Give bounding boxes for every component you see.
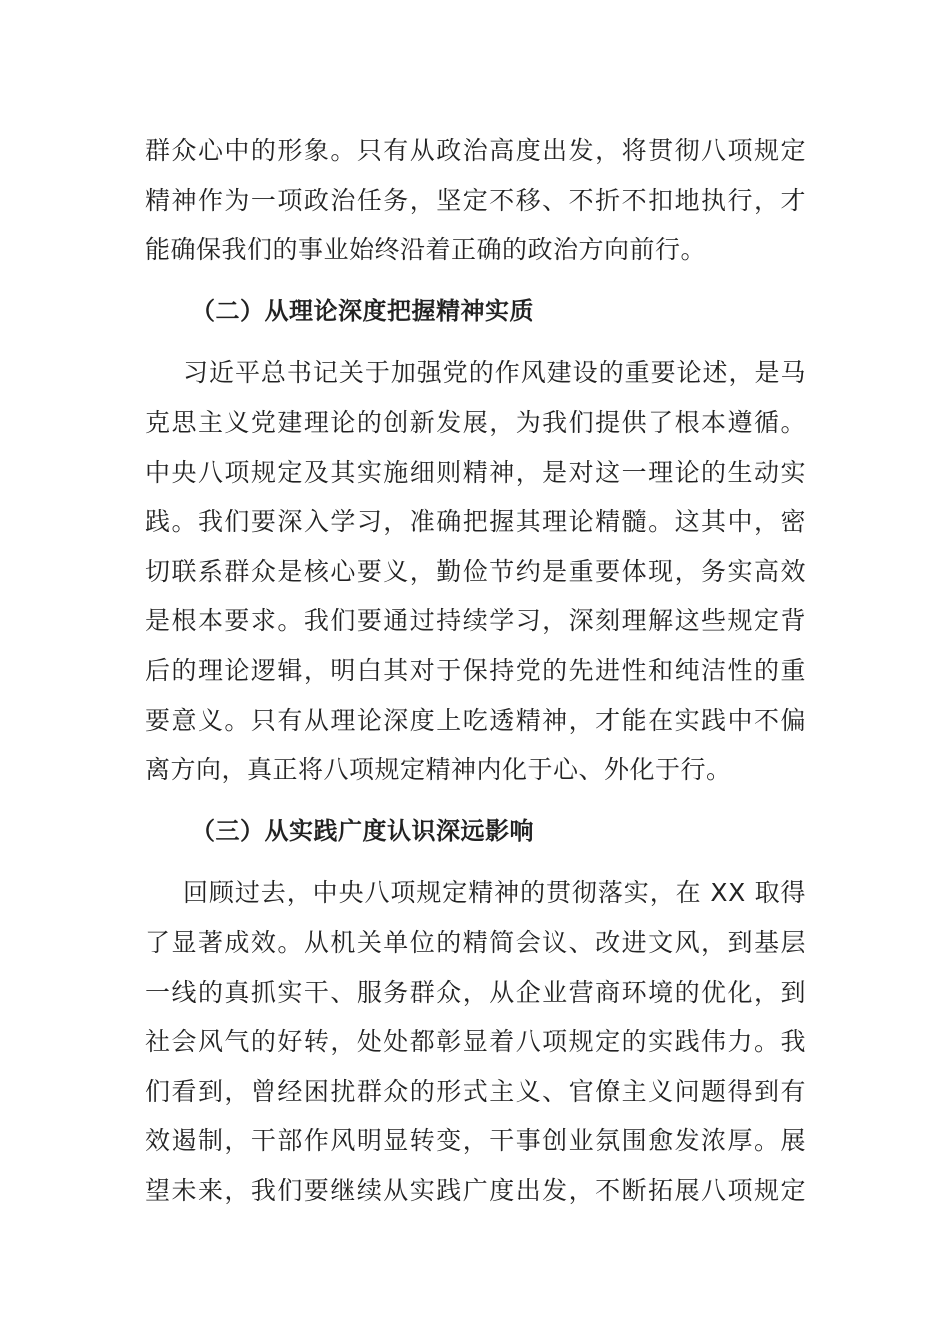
text-line: 了显著成效。从机关单位的精简会议、改进文风，到基层 (145, 927, 806, 957)
text-line: 效遏制，干部作风明显转变，干事创业氛围愈发浓厚。展 (145, 1126, 806, 1156)
text-line: 克思主义党建理论的创新发展，为我们提供了根本遵循。 (145, 407, 806, 437)
text-line: 群众心中的形象。只有从政治高度出发，将贯彻八项规定 (145, 136, 806, 165)
text-line: 要意义。只有从理论深度上吃透精神，才能在实践中不偏 (145, 705, 806, 735)
text-line: 社会风气的好转，处处都彰显着八项规定的实践伟力。我 (145, 1027, 806, 1057)
paragraph (145, 868, 806, 1215)
text-line: 切联系群众是核心要义，勤俭节约是重要体现，务实高效 (145, 556, 806, 586)
text-line: 能确保我们的事业始终沿着正确的政治方向前行。 (145, 235, 707, 265)
text-line: 回顾过去，中央八项规定精神的贯彻落实，在 XX 取得 (183, 878, 806, 908)
text-line: 离方向，真正将八项规定精神内化于心、外化于行。 (145, 755, 732, 785)
text-line: 是根本要求。我们要通过持续学习，深刻理解这些规定背 (145, 606, 806, 636)
paragraph (145, 126, 806, 275)
document-body (145, 126, 806, 1215)
paragraph (145, 348, 806, 794)
text-line: 一线的真抓实干、服务群众，从企业营商环境的优化，到 (145, 977, 806, 1007)
text-line: 后的理论逻辑，明白其对于保持党的先进性和纯洁性的重 (145, 655, 806, 685)
text-line: 望未来，我们要继续从实践广度出发，不断拓展八项规定 (145, 1175, 806, 1205)
section-heading: （三）从实践广度认识深远影响 (191, 816, 534, 845)
section-heading: （二）从理论深度把握精神实质 (191, 296, 534, 325)
text-line: 习近平总书记关于加强党的作风建设的重要论述，是马 (183, 358, 806, 388)
text-line: 中央八项规定及其实施细则精神，是对这一理论的生动实 (145, 457, 806, 487)
text-line: 践。我们要深入学习，准确把握其理论精髓。这其中，密 (145, 507, 806, 537)
text-line: 精神作为一项政治任务，坚定不移、不折不扣地执行，才 (145, 185, 806, 215)
text-line: 们看到，曾经困扰群众的形式主义、官僚主义问题得到有 (145, 1076, 806, 1106)
